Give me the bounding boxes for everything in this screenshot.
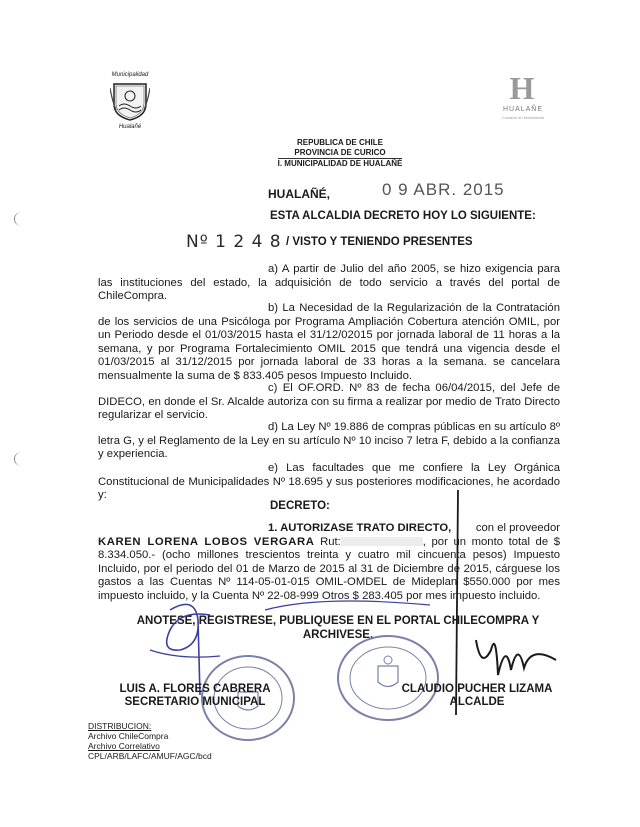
- decree-number: Nº 1 2 4 8: [186, 232, 282, 252]
- mayor-signature-block: [392, 683, 562, 709]
- paragraph-c: c) El OF.ORD. Nº 83 de fecha 06/04/2015, del Jefe de DIDECO, en donde el Sr. Alcalde autoriza con su firma a realizar por medio de Trato Directo regularizar el servicio.: [98, 382, 560, 422]
- paragraph-d: d) La Ley Nº 19.886 de compras públicas en su artículo 8º letra G, y el Reglamento de la Ley en su artículo Nº 10 inciso 7 letra F, debido a la confianza y experiencia.: [98, 421, 560, 461]
- date-stamp: 0 9 ABR. 2015: [382, 180, 505, 199]
- distribution-item: Archivo ChileCompra: [88, 731, 169, 741]
- intro-line: ESTA ALCALDIA DECRETO HOY LO SIGUIENTE:: [270, 210, 536, 222]
- closing-line-1: ANOTESE, REGISTRESE, PUBLIQUESE EN EL PORTAL CHILECOMPRA Y: [136, 615, 540, 627]
- crest-name: Municipalidad: [111, 72, 149, 78]
- mayor-title: ALCALDE: [449, 696, 505, 708]
- secretary-signature-block: [110, 683, 280, 709]
- header-block: [260, 138, 420, 169]
- mayor-name: CLAUDIO PUCHER LIZAMA: [401, 683, 553, 695]
- distribution-initials: CPL/ARB/LAFC/AMUF/AGC/bcd: [88, 751, 212, 761]
- mayor-seal-stamp: [334, 632, 442, 724]
- redacted-rut: [341, 537, 423, 546]
- distribution-block: [88, 721, 212, 761]
- distribution-title: DISTRIBUCION:: [88, 721, 152, 731]
- paragraph-a: a) A partir de Julio del año 2005, se hizo exigencia para las instituciones del estado, la adquisición de todo servicio a través del portal de ChileCompra.: [98, 263, 560, 303]
- punch-hole: [14, 452, 29, 466]
- punch-hole: [14, 212, 29, 226]
- brand-tagline: Corazón en Movimiento: [501, 115, 545, 120]
- hualane-brand-logo: [493, 70, 553, 120]
- secretary-title: SECRETARIO MUNICIPAL: [124, 696, 266, 708]
- article-1-tail: con el proveedor: [475, 522, 560, 534]
- header-municipality: I. MUNICIPALIDAD DE HUALAÑÉ: [277, 159, 403, 168]
- crest-shield-icon: [110, 80, 150, 122]
- article-1-title: 1. AUTORIZASE TRATO DIRECTO,: [268, 522, 452, 534]
- crest-town: Hualañé: [118, 124, 142, 130]
- rut-label: Rut:: [320, 535, 341, 548]
- closing-line-2: ARCHIVESE.: [302, 629, 374, 641]
- secretary-name: LUIS A. FLORES CABRERA: [119, 683, 271, 695]
- article-1-rest: , por un monto total de $ 8.334.050.- (ocho millones trescientos treinta y cuatro mil cincuenta pesos) Impuesto Incluido, por el periodo del 01 de Marzo de 2015 al 31 de Diciembre de 2015, cárguese los gastos a las Cuentas Nº 114-05-01-015 OMIL-OMDEL de Mideplan $550.000 por mes impuesto incluido, y la Cuenta Nº 22-08-999 Otros $ 283.405 por mes impuesto incluido.: [98, 535, 560, 602]
- municipal-crest-logo: [104, 72, 156, 134]
- paragraph-b: b) La Necesidad de la Regularización de la Contratación de los servicios de una Psicóloga por Programa Ampliación Cobertura atención OMIL, por un Periodo desde el 01/03/2015 hasta el 31/12/02015 por jornada laboral de 11 horas a la semana, y por Programa Fortalecimiento OMIL 2015 que tendrá una vigencia desde el 01/03/2015 al 31/12/2015 por jornada laboral de 33 horas a la semana. se cancelara mensualmente la suma de $ 833.405 pesos Impuesto Incluido.: [98, 302, 560, 382]
- provider-name: KAREN LORENA LOBOS VERGARA: [98, 535, 315, 548]
- place-label: HUALAÑÉ,: [268, 187, 330, 201]
- distribution-item: Archivo Correlativo: [88, 741, 160, 751]
- paragraph-e: e) Las facultades que me confiere la Ley Orgánica Constitucional de Municipalidades Nº 18.695 y sus posteriores modificaciones, he acordado y:: [98, 462, 560, 502]
- brand-glyph: H: [509, 70, 535, 106]
- visto-heading: / VISTO Y TENIENDO PRESENTES: [286, 236, 473, 248]
- handwritten-stroke: [260, 590, 440, 620]
- header-province: PROVINCIA DE CURICO: [294, 148, 386, 157]
- decreto-heading: DECRETO:: [270, 500, 330, 512]
- header-republic: REPUBLICA DE CHILE: [297, 138, 383, 147]
- brand-name: HUALAÑE: [502, 106, 544, 113]
